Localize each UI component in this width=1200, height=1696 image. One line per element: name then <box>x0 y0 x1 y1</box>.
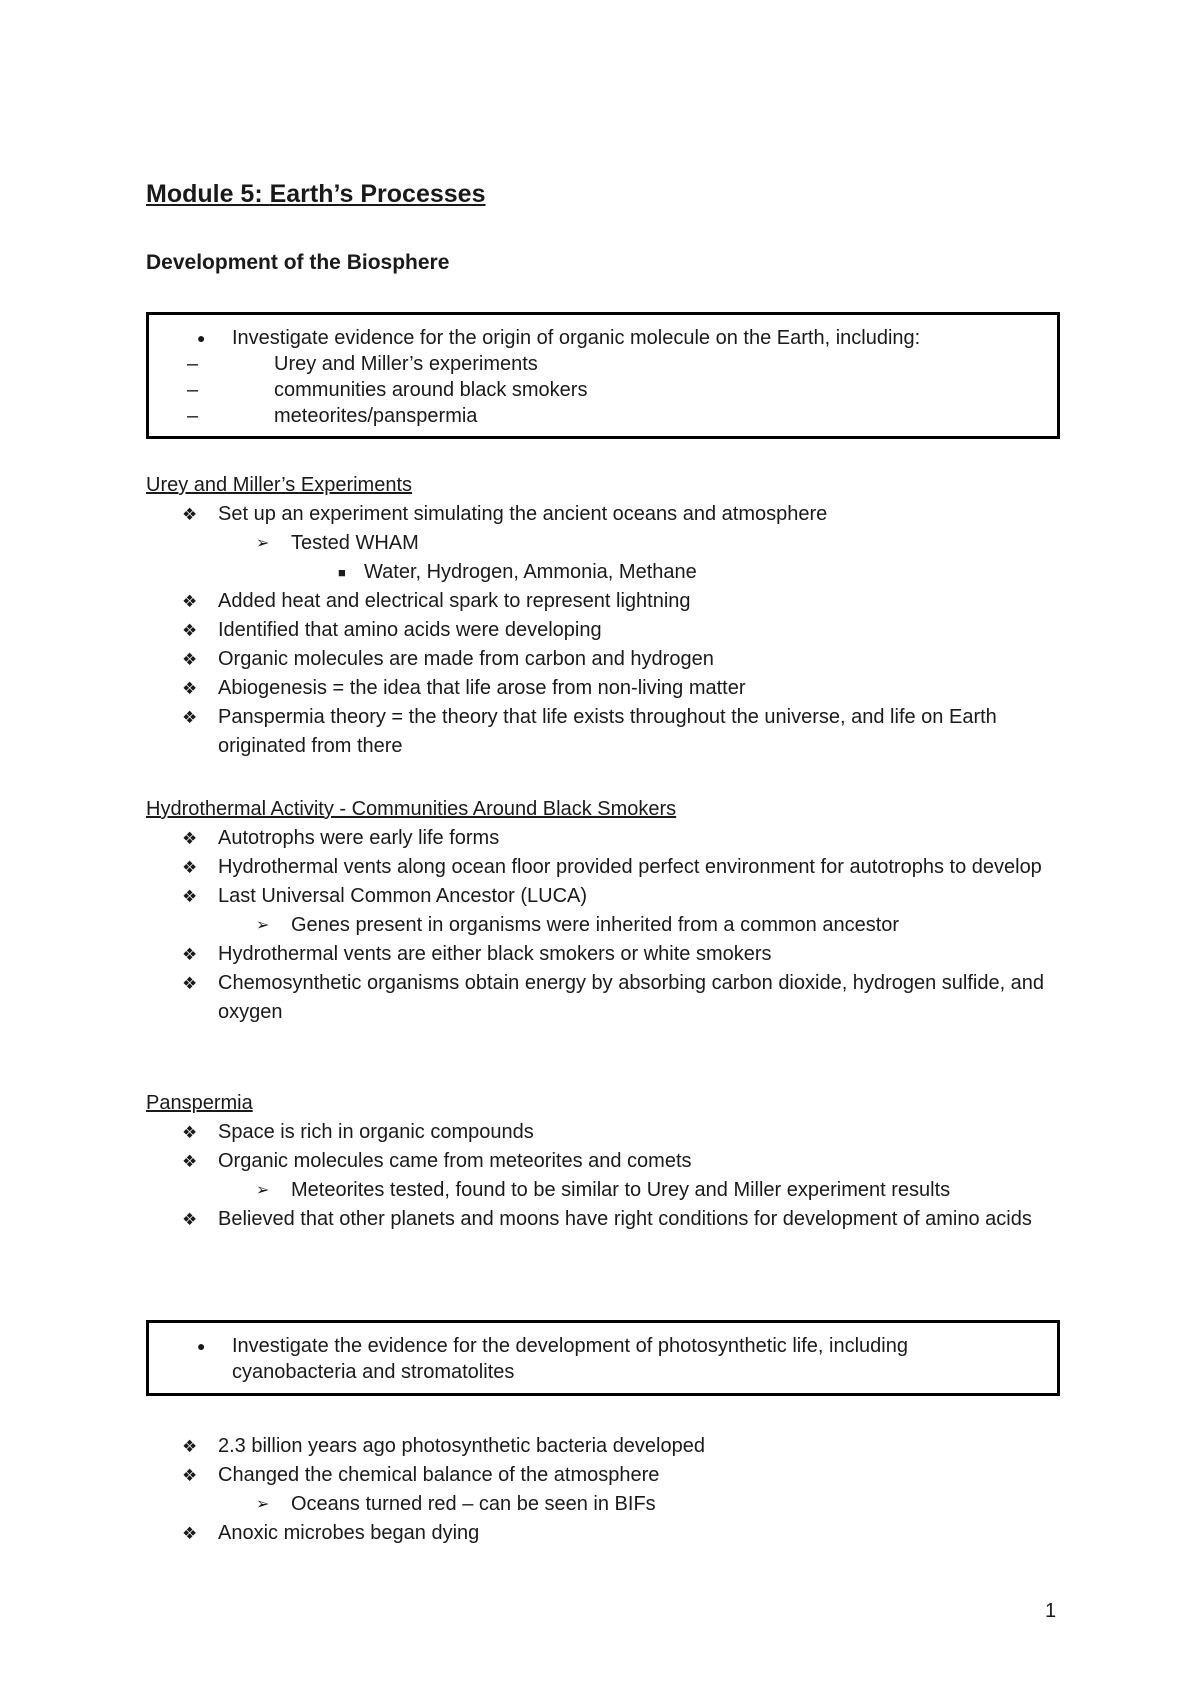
outcome-line <box>149 1333 1037 1385</box>
list-item <box>146 587 1066 616</box>
diamond-bullet-icon: ❖ <box>182 1437 198 1456</box>
list-item <box>146 940 1066 969</box>
list-item <box>146 1432 1066 1461</box>
dash-icon: – <box>187 353 199 375</box>
list-item <box>146 853 1066 882</box>
square-bullet-icon: ■ <box>338 565 346 580</box>
module-title: Module 5: Earth’s Processes <box>146 180 486 208</box>
outcome-sub-text: communities around black smokers <box>274 379 588 401</box>
arrow-bullet-icon: ➢ <box>256 535 270 552</box>
dash-icon: – <box>187 405 199 427</box>
arrow-bullet-icon: ➢ <box>256 1496 270 1513</box>
list-item-text: Added heat and electrical spark to represent lightning <box>218 590 691 612</box>
diamond-bullet-icon: ❖ <box>182 1524 198 1543</box>
list-item <box>146 558 1066 587</box>
list-item-text: Abiogenesis = the idea that life arose from non-living matter <box>218 677 746 699</box>
list-item-text: Anoxic microbes began dying <box>218 1522 480 1544</box>
diamond-bullet-icon: ❖ <box>182 650 198 669</box>
section-urey-miller <box>146 471 1066 761</box>
outcome-sub-item <box>149 351 1037 377</box>
page-number: 1 <box>1045 1600 1057 1622</box>
list-item-text: Organic molecules came from meteorites and comets <box>218 1150 692 1172</box>
outcome-sub-item <box>149 403 1037 429</box>
section-panspermia <box>146 1089 1066 1234</box>
list-item <box>146 969 1046 1027</box>
list-item-text: Set up an experiment simulating the ancient oceans and atmosphere <box>218 503 828 525</box>
diamond-bullet-icon: ❖ <box>182 1210 198 1229</box>
diamond-bullet-icon: ❖ <box>182 1466 198 1485</box>
bullet-icon: ● <box>197 1338 206 1354</box>
list-item-text: Chemosynthetic organisms obtain energy by absorbing carbon dioxide, hydrogen sulfide, and oxygen <box>218 972 1045 1023</box>
list-item <box>146 500 1066 529</box>
list-item-text: Space is rich in organic compounds <box>218 1121 534 1143</box>
list-item-text: Tested WHAM <box>291 532 419 554</box>
list-item-text: Meteorites tested, found to be similar to Urey and Miller experiment results <box>291 1179 951 1201</box>
diamond-bullet-icon: ❖ <box>182 679 198 698</box>
list-item <box>146 1176 1066 1205</box>
syllabus-outcome-box-2 <box>146 1320 1060 1396</box>
list-item <box>146 1490 1066 1519</box>
outcome-text: Investigate the evidence for the development of photosynthetic life, including cyanobacteria and stromatolites <box>232 1335 908 1383</box>
bullet-icon: ● <box>197 330 206 346</box>
list-item <box>146 1461 1066 1490</box>
list-item <box>146 911 1066 940</box>
list-item-text: Hydrothermal vents along ocean floor provided perfect environment for autotrophs to develop <box>218 856 1042 878</box>
arrow-bullet-icon: ➢ <box>256 917 270 934</box>
list-item-text: Oceans turned red – can be seen in BIFs <box>291 1493 656 1515</box>
diamond-bullet-icon: ❖ <box>182 945 198 964</box>
diamond-bullet-icon: ❖ <box>182 505 198 524</box>
list-item <box>146 882 1066 911</box>
list-item <box>146 1205 1046 1234</box>
list-item-text: Identified that amino acids were developing <box>218 619 602 641</box>
section-heading: Panspermia <box>146 1092 253 1114</box>
list-item-text: Genes present in organisms were inherited from a common ancestor <box>291 914 900 936</box>
outcome-text: Investigate evidence for the origin of organic molecule on the Earth, including: <box>232 327 921 349</box>
outcome-sub-item <box>149 377 1037 403</box>
diamond-bullet-icon: ❖ <box>182 708 198 727</box>
list-item-text: Changed the chemical balance of the atmosphere <box>218 1464 660 1486</box>
dash-icon: – <box>187 379 199 401</box>
list-item <box>146 616 1066 645</box>
section-subtitle: Development of the Biosphere <box>146 251 450 274</box>
list-item <box>146 824 1066 853</box>
list-item <box>146 1118 1066 1147</box>
list-item <box>146 645 1066 674</box>
outcome-line <box>149 325 1037 351</box>
diamond-bullet-icon: ❖ <box>182 1152 198 1171</box>
list-item <box>146 1519 1066 1548</box>
outcome-sub-text: Urey and Miller’s experiments <box>274 353 538 375</box>
list-item <box>146 529 1066 558</box>
list-item-text: Organic molecules are made from carbon and hydrogen <box>218 648 714 670</box>
diamond-bullet-icon: ❖ <box>182 1123 198 1142</box>
list-item <box>146 703 1046 761</box>
section-photosynthesis <box>146 1432 1066 1548</box>
section-hydrothermal <box>146 795 1066 1027</box>
list-item <box>146 1147 1066 1176</box>
outcome-sub-text: meteorites/panspermia <box>274 405 478 427</box>
list-item-text: Panspermia theory = the theory that life exists throughout the universe, and life on Earth originated from there <box>218 706 997 757</box>
list-item <box>146 674 1066 703</box>
diamond-bullet-icon: ❖ <box>182 858 198 877</box>
diamond-bullet-icon: ❖ <box>182 829 198 848</box>
section-heading: Urey and Miller’s Experiments <box>146 474 413 496</box>
diamond-bullet-icon: ❖ <box>182 974 198 993</box>
list-item-text: Hydrothermal vents are either black smokers or white smokers <box>218 943 772 965</box>
diamond-bullet-icon: ❖ <box>182 621 198 640</box>
diamond-bullet-icon: ❖ <box>182 887 198 906</box>
list-item-text: Last Universal Common Ancestor (LUCA) <box>218 885 588 907</box>
arrow-bullet-icon: ➢ <box>256 1182 270 1199</box>
list-item-text: Autotrophs were early life forms <box>218 827 500 849</box>
list-item-text: Water, Hydrogen, Ammonia, Methane <box>364 561 697 583</box>
syllabus-outcome-box-1 <box>146 312 1060 439</box>
list-item-text: Believed that other planets and moons have right conditions for development of amino acids <box>218 1208 1032 1230</box>
list-item-text: 2.3 billion years ago photosynthetic bacteria developed <box>218 1435 705 1457</box>
diamond-bullet-icon: ❖ <box>182 592 198 611</box>
section-heading: Hydrothermal Activity - Communities Around Black Smokers <box>146 798 677 820</box>
